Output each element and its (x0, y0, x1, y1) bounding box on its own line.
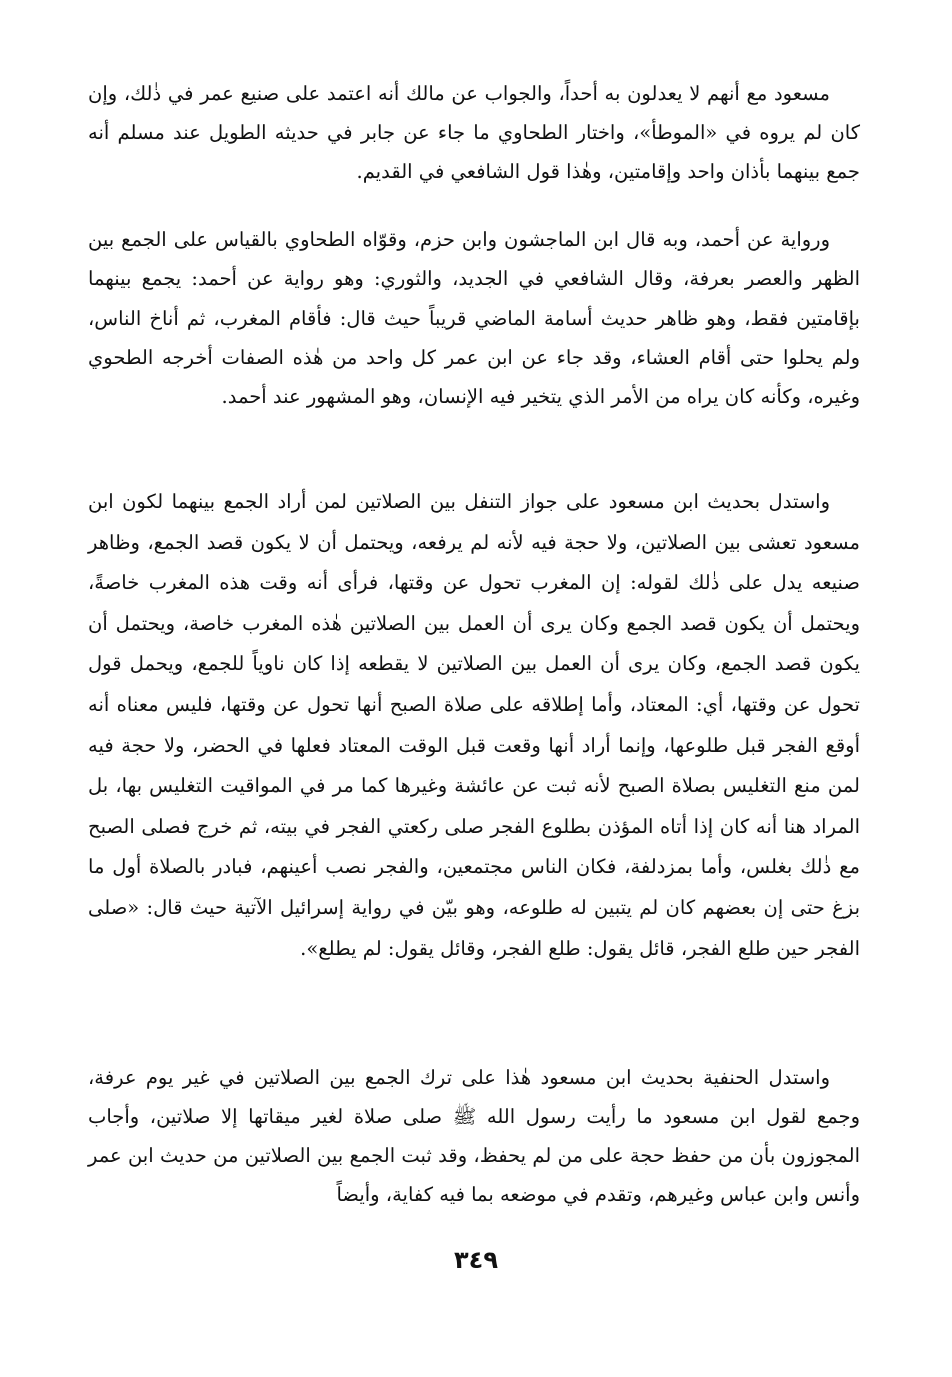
paragraph-3: واستدل بحديث ابن مسعود على جواز التنفل بين الصلاتين لمن أراد الجمع بينهما لكون ابن مسعود تعشى بين الصلاتين، ولا حجة فيه لأنه لم يرفعه، ويحتمل أن لا يكون قصد الجمع، وظاهر صنيعه يدل على ذٰلك لقوله: إن المغرب تحول عن وقتها، فرأى أنه وقت هذه المغرب خاصةً، ويحتمل أن يكون قصد الجمع وكان يرى أن العمل بين الصلاتين هٰذه المغرب خاصة، ويحتمل أن يكون قصد الجمع، وكان يرى أن العمل بين الصلاتين لا يقطعه إذا كان ناوياً للجمع، ويحمل قول تحول عن وقتها، أي: المعتاد، وأما إطلاقه على صلاة الصبح أنها تحول عن وقتها، فليس معناه أنه أوقع الفجر قبل طلوعها، وإنما أراد أنها وقعت قبل الوقت المعتاد فعلها في الحضر، ولا حجة فيه لمن منع التغليس بصلاة الصبح لأنه ثبت عن عائشة وغيرها كما مر في المواقيت التغليس بها، بل المراد هنا أنه كان إذا أتاه المؤذن بطلوع الفجر صلى ركعتي الفجر في بيته، ثم خرج فصلى الصبح مع ذٰلك بغلس، وأما بمزدلفة، فكان الناس مجتمعين، والفجر نصب أعينهم، فبادر بالصلاة أول ما بزغ حتى إن بعضهم كان لم يتبين له طلوعه، وهو بيّن في رواية إسرائيل الآتية حيث قال: «صلى الفجر حين طلع الفجر، قائل يقول: طلع الفجر، وقائل يقول: لم يطلع». (88, 490, 860, 960)
paragraph-2: ورواية عن أحمد، وبه قال ابن الماجشون وابن حزم، وقوّاه الطحاوي بالقياس على الجمع بين الظهر والعصر بعرفة، وقال الشافعي في الجديد، والثوري: وهو رواية عن أحمد: يجمع بينهما بإقامتين فقط، وهو ظاهر حديث أسامة الماضي قريباً حيث قال: فأقام المغرب، ثم أناخ الناس، ولم يحلوا حتى أقام العشاء، وقد جاء عن ابن عمر كل واحد من هٰذه الصفات أخرجه الطحوي وغيره، وكأنه كان يراه من الأمر الذي يتخير فيه الإنسان، وهو المشهور عند أحمد. (88, 228, 860, 409)
text-block-2 (88, 220, 860, 416)
text-block-3 (88, 482, 860, 969)
text-block-1 (88, 74, 860, 191)
paragraph-4: واستدل الحنفية بحديث ابن مسعود هٰذا على ترك الجمع بين الصلاتين في غير يوم عرفة، وجمع لقول ابن مسعود ما رأيت رسول الله ﷺ صلى صلاة لغير ميقاتها إلا صلاتين، وأجاب المجوزون بأن من حفظ حجة على من لم يحفظ، وقد ثبت الجمع بين الصلاتين من حديث ابن عمر وأنس وابن عباس وغيرهم، وتقدم في موضعه بما فيه كفاية، وأيضاً (88, 1066, 860, 1206)
page-number: ٣٤٩ (454, 1246, 498, 1274)
text-block-4 (88, 1058, 860, 1214)
paragraph-1: مسعود مع أنهم لا يعدلون به أحداً، والجواب عن مالك أنه اعتمد على صنيع عمر في ذٰلك، وإن كان لم يروه في «الموطأ»، واختار الطحاوي ما جاء عن جابر في حديثه الطويل عند مسلم أنه جمع بينهما بأذان واحد وإقامتين، وهٰذا قول الشافعي في القديم. (88, 82, 860, 183)
